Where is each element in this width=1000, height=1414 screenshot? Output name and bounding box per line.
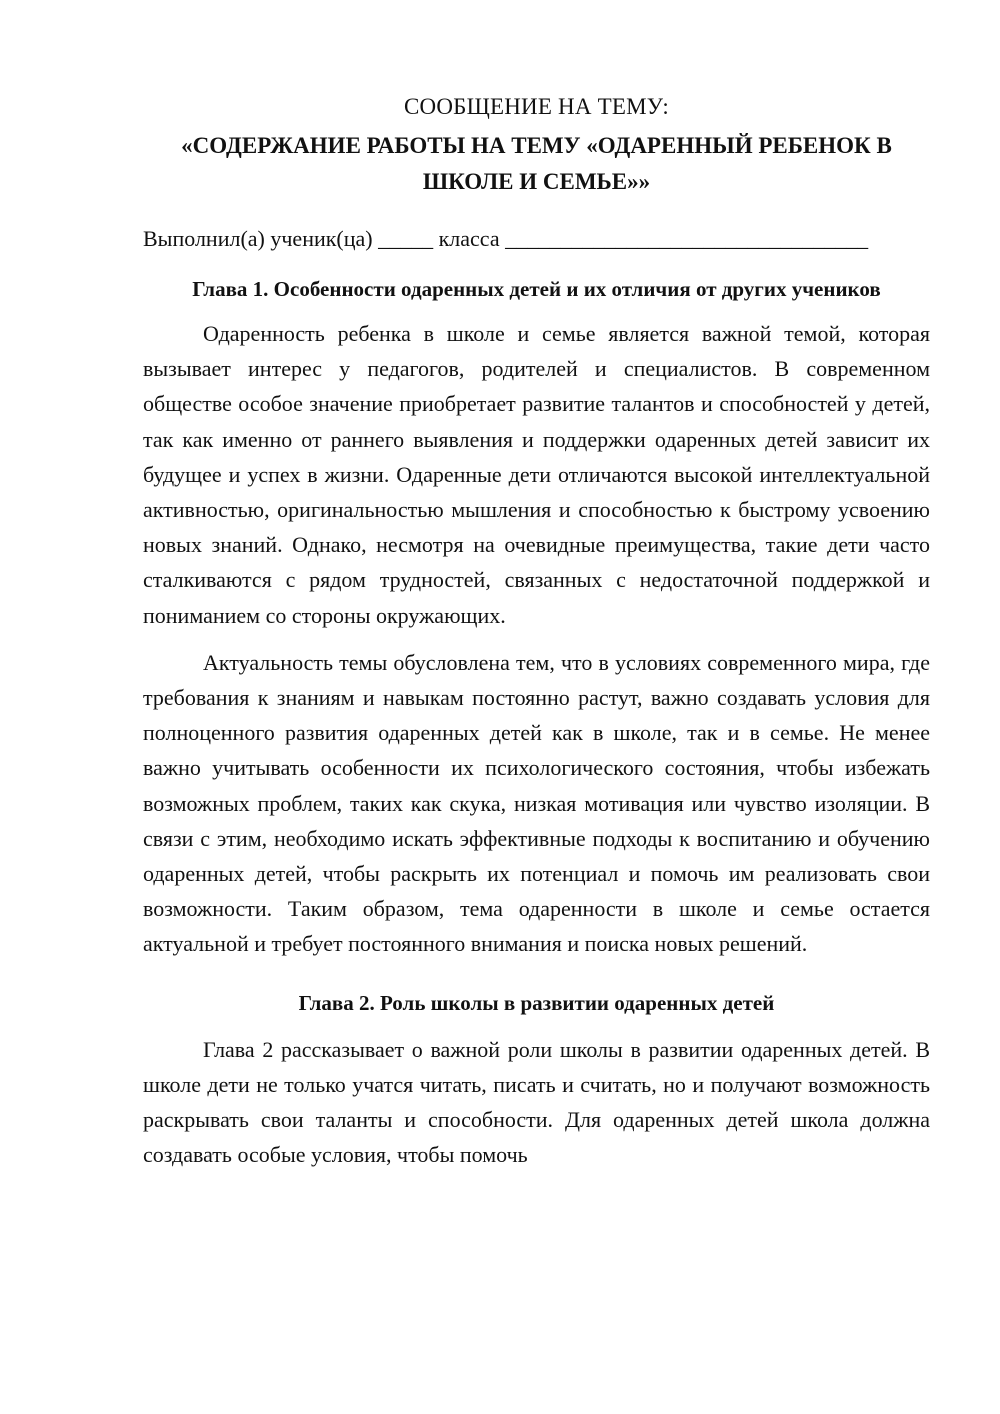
chapter-1-paragraph-2: Актуальность темы обусловлена тем, что в условиях современного мира, где требования к знаниям и навыкам постоянно растут, важно создавать условия для полноценного развития одаренных детей как в школе, так и в семье. Не менее важно учитывать особенности их психологического состояния, чтобы избежать возможных проблем, таких как скука, низкая мотивация или чувство изоляции. В связи с этим, необходимо искать эффективные подходы к воспитанию и обучению одаренных детей, чтобы раскрыть их потенциал и помочь им реализовать свои возможности. Таким образом, тема одаренности в школе и семье остается актуальной и требует постоянного внимания и поиска новых решений. <box>143 649 930 957</box>
document-page <box>143 92 930 1184</box>
chapter-1-paragraph-1: Одаренность ребенка в школе и семье является важной темой, которая вызывает интерес у педагогов, родителей и специалистов. В современном обществе особое значение приобретает развитие талантов и способностей у детей, так как именно от раннего выявления и поддержки одаренных детей зависит их будущее и успех в жизни. Одаренные дети отличаются высокой интеллектуальной активностью, оригинальностью мышления и способностью к быстрому усвоению новых знаний. Однако, несмотря на очевидные преимущества, такие дети часто сталкиваются с рядом трудностей, связанных с недостаточной поддержкой и пониманием со стороны окружающих. <box>143 321 930 628</box>
chapter-1-heading: Глава 1. Особенности одаренных детей и их отличия от других учеников <box>192 277 881 301</box>
chapter-2-paragraph-1: Глава 2 рассказывает о важной роли школы в развитии одаренных детей. В школе дети не только учатся читать, писать и считать, но и получают возможность раскрывать свои таланты и способности. Для одаренных детей школа должна создавать особые условия, чтобы помочь <box>143 1036 930 1168</box>
document-title: «СОДЕРЖАНИЕ РАБОТЫ НА ТЕМУ «ОДАРЕННЫЙ РЕБЕНОК В ШКОЛЕ И СЕМЬЕ»» <box>181 133 892 194</box>
student-signature-line: Выполнил(а) ученик(ца) _____ класса _________________________________ <box>143 226 869 251</box>
chapter-2-heading: Глава 2. Роль школы в развитии одаренных детей <box>298 990 775 1015</box>
document-heading: СООБЩЕНИЕ НА ТЕМУ: <box>404 94 669 119</box>
